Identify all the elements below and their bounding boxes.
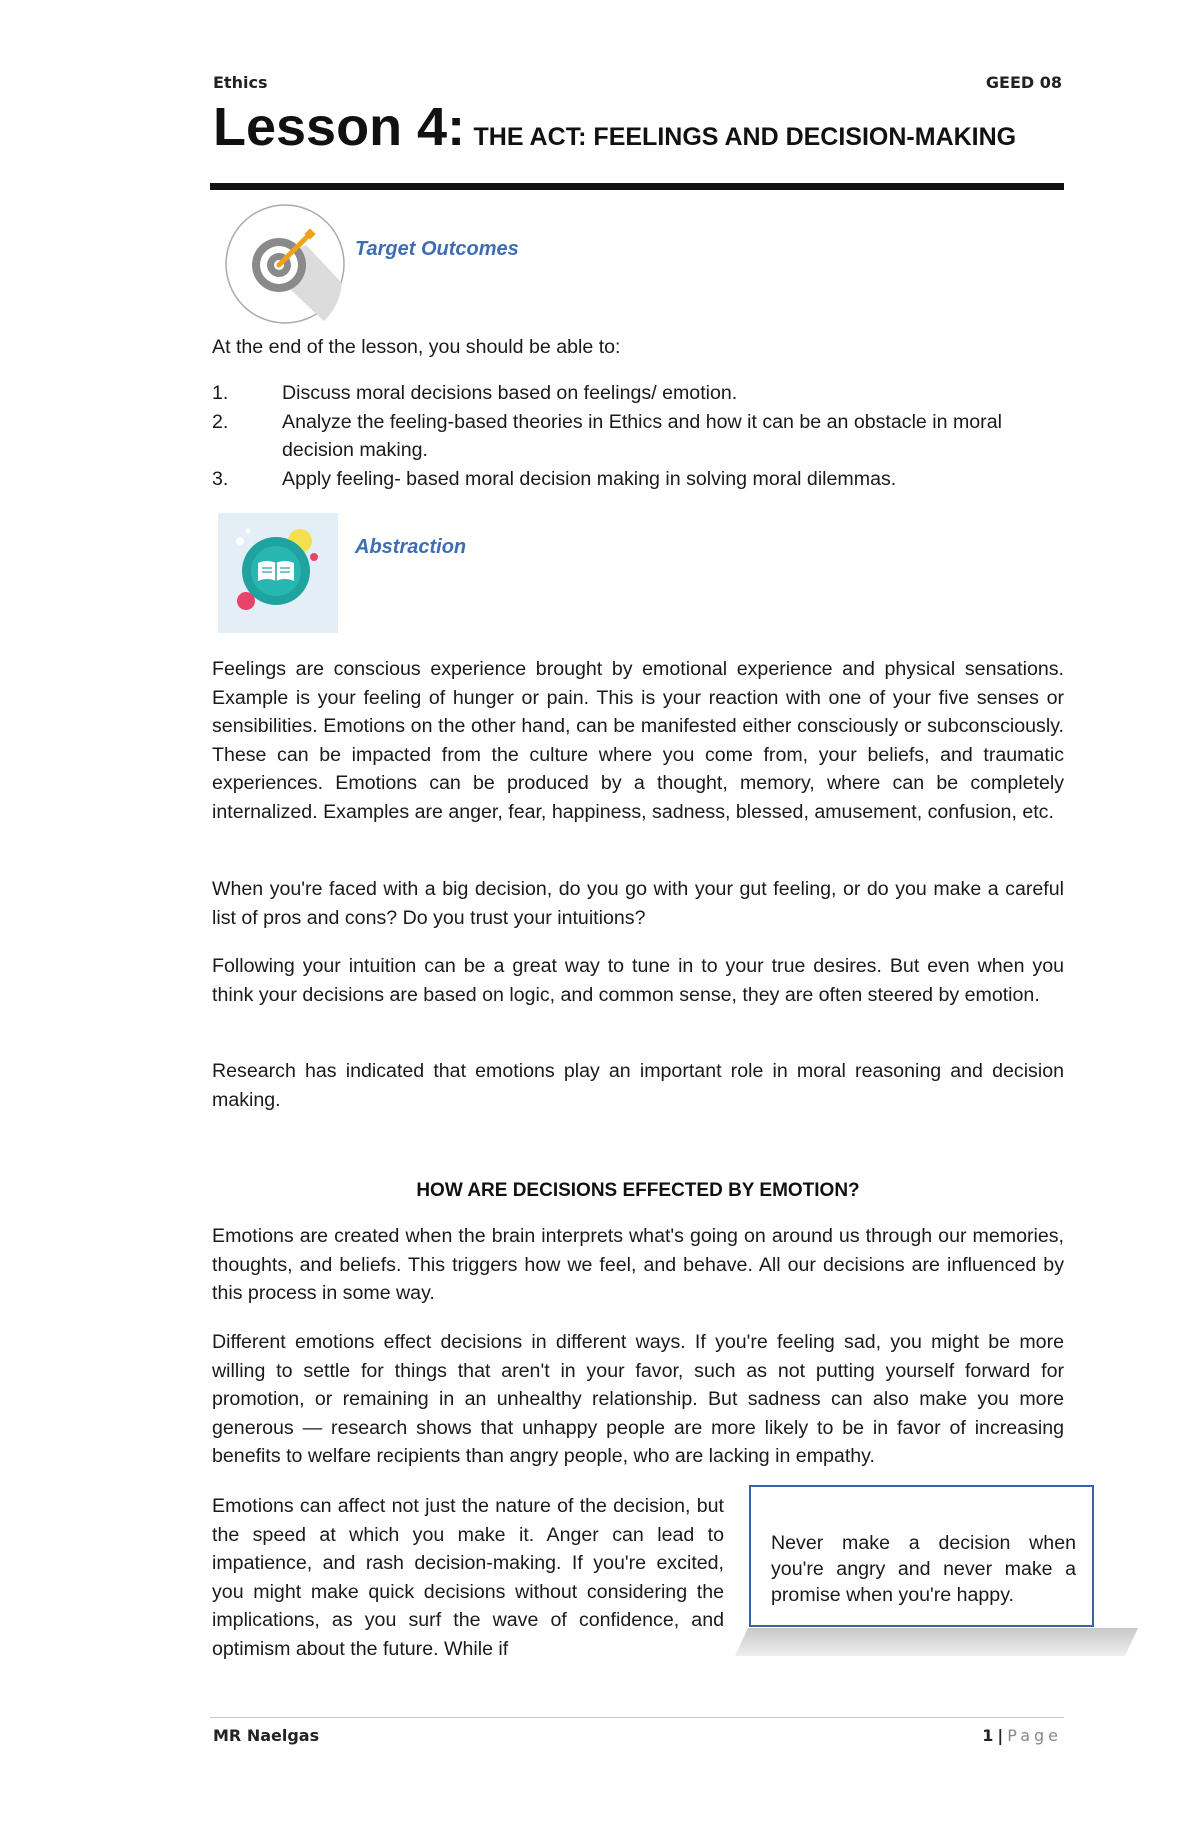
course-code: GEED 08 <box>985 73 1062 92</box>
target-outcomes-heading: Target Outcomes <box>355 238 519 260</box>
lesson-number: Lesson 4: <box>213 97 466 157</box>
paragraph: Following your intuition can be a great way to tune in to your true desires. But even when you think your decisions are based on logic, and common sense, they are often steered by emotion. <box>212 955 1064 1006</box>
list-number: 1. <box>212 382 229 404</box>
quote-callout <box>749 1485 1094 1627</box>
paragraph: Emotions are created when the brain interprets what's going on around us through our memories, thoughts, and beliefs. This triggers how we feel, and behave. All our decisions are influenced by this process in some way. <box>212 1225 1064 1305</box>
paragraph: Feelings are conscious experience brought by emotional experience and physical sensations. Example is your feeling of hunger or pain. This is your reaction with one of your five senses or sensibilities. Emotions on the other hand, can be manifested either consciously or subconsciously. These can be impacted from the culture where you come from, your beliefs, and traumatic experiences. Emotions can be produced by a thought, memory, where can be completely internalized. Examples are anger, fear, happiness, sadness, blessed, amusement, confusion, etc. <box>212 658 1064 823</box>
list-text: Discuss moral decisions based on feelings/ emotion. <box>282 382 738 404</box>
list-number: 2. <box>212 410 229 433</box>
list-text: Apply feeling- based moral decision making in solving moral dilemmas. <box>282 467 897 490</box>
lesson-title <box>213 96 1016 158</box>
paragraph: Research has indicated that emotions play an important role in moral reasoning and decision making. <box>212 1060 1064 1111</box>
outcomes-intro: At the end of the lesson, you should be able to: <box>212 336 621 358</box>
footer-divider <box>210 1717 1064 1718</box>
outcomes-list <box>212 379 1064 493</box>
page-word: Page <box>1007 1726 1062 1745</box>
target-icon <box>224 203 346 325</box>
list-text: Analyze the feeling-based theories in Ethics and how it can be an obstacle in moral decision making. <box>282 410 1002 462</box>
paragraph: Emotions can affect not just the nature of the decision, but the speed at which you make it. Anger can lead to impatience, and rash decision-making. If you're excited, you might make quick decisions without considering the implications, as you surf the wave of confidence, and optimism about the future. While if <box>212 1495 724 1660</box>
callout-text: Never make a decision when you're angry and never make a promise when you're happy. <box>771 1532 1076 1606</box>
subject-label: Ethics <box>213 73 268 92</box>
page-number: 1 <box>982 1726 994 1745</box>
footer-author: MR Naelgas <box>213 1726 320 1745</box>
section-heading: HOW ARE DECISIONS EFFECTED BY EMOTION? <box>416 1180 860 1201</box>
list-number: 3. <box>212 467 229 490</box>
paragraph: When you're faced with a big decision, do you go with your gut feeling, or do you make a careful list of pros and cons? Do you trust your intuitions? <box>212 878 1064 929</box>
callout-shadow <box>735 1628 1138 1656</box>
lesson-topic: THE ACT: FEELINGS AND DECISION-MAKING <box>473 123 1017 151</box>
list-item <box>212 379 1064 408</box>
list-item <box>212 465 1064 494</box>
title-divider <box>210 183 1064 190</box>
page-separator: | <box>997 1726 1004 1745</box>
abstraction-heading: Abstraction <box>355 536 467 558</box>
list-item <box>212 408 1064 465</box>
paragraph: Different emotions effect decisions in different ways. If you're feeling sad, you might be more willing to settle for things that aren't in your favor, such as not putting yourself forward for promotion, or remaining in an unhealthy relationship. But sadness can also make you more generous — research shows that unhappy people are more likely to be in favor of increasing benefits to welfare recipients than angry people, who are lacking in empathy. <box>212 1331 1064 1468</box>
book-icon <box>218 513 338 633</box>
page-indicator <box>982 1726 1062 1745</box>
